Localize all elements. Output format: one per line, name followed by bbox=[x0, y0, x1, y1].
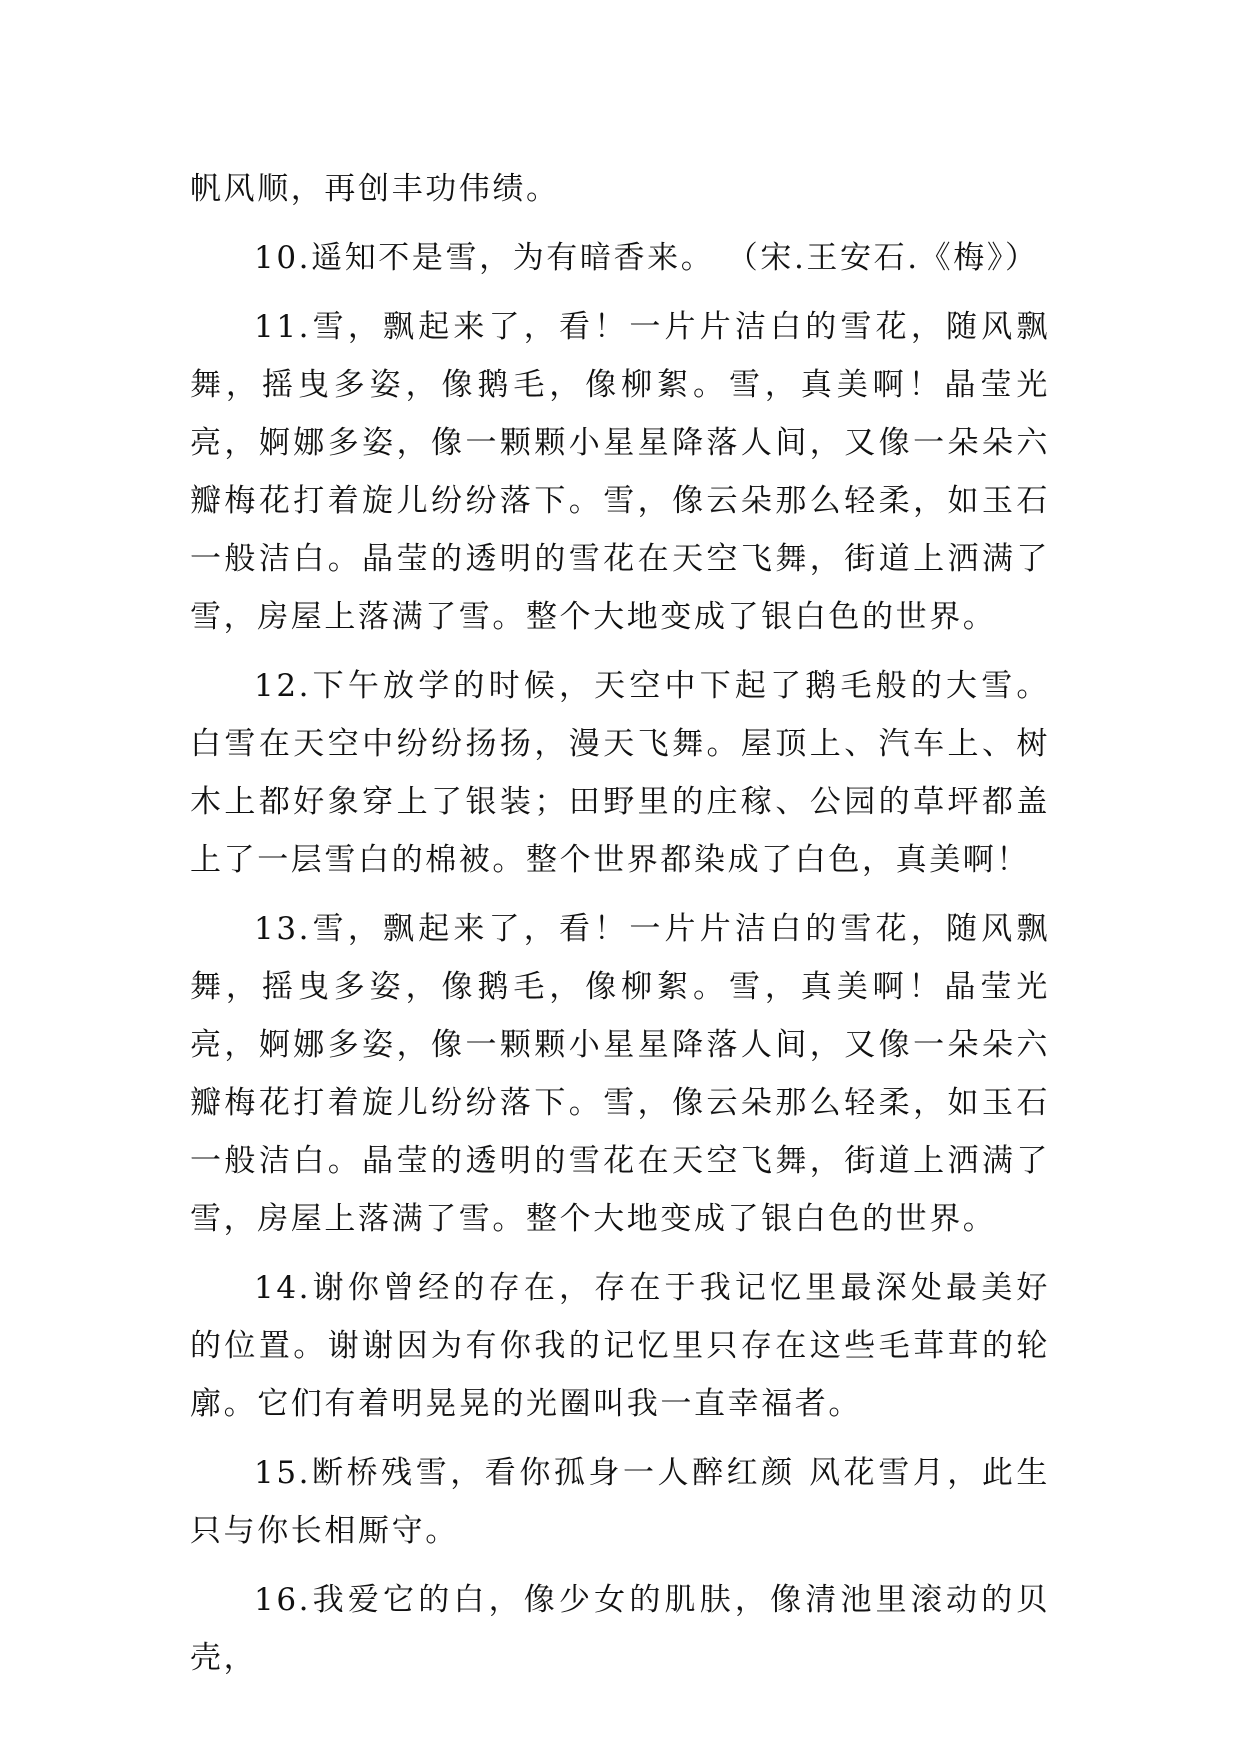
paragraph-11: 11.雪，飘起来了，看！一片片洁白的雪花，随风飘舞，摇曳多姿，像鹅毛，像柳絮。雪，真美啊！晶莹光亮，婀娜多姿，像一颗颗小星星降落人间，又像一朵朵六瓣梅花打着旋儿纷纷落下。雪，像云朵那么轻柔，如玉石一般洁白。晶莹的透明的雪花在天空飞舞，街道上洒满了雪，房屋上落满了雪。整个大地变成了银白色的世界。 bbox=[190, 309, 1050, 635]
paragraph-10: 10.遥知不是雪，为有暗香来。 （宋.王安石.《梅》） bbox=[254, 240, 1039, 276]
paragraph-15: 15.断桥残雪，看你孤身一人醉红颜 风花雪月，此生只与你长相厮守。 bbox=[190, 1455, 1050, 1549]
paragraph-12: 12.下午放学的时候，天空中下起了鹅毛般的大雪。白雪在天空中纷纷扬扬，漫天飞舞。屋顶上、汽车上、树木上都好象穿上了银装；田野里的庄稼、公园的草坪都盖上了一层雪白的棉被。整个世界都染成了白色，真美啊！ bbox=[190, 668, 1050, 878]
paragraph-continued: 帆风顺，再创丰功伟绩。 bbox=[190, 171, 560, 207]
paragraph-13: 13.雪，飘起来了，看！一片片洁白的雪花，随风飘舞，摇曳多姿，像鹅毛，像柳絮。雪，真美啊！晶莹光亮，婀娜多姿，像一颗颗小星星降落人间，又像一朵朵六瓣梅花打着旋儿纷纷落下。雪，像云朵那么轻柔，如玉石一般洁白。晶莹的透明的雪花在天空飞舞，街道上洒满了雪，房屋上落满了雪。整个大地变成了银白色的世界。 bbox=[190, 911, 1050, 1237]
paragraph-14: 14.谢你曾经的存在，存在于我记忆里最深处最美好的位置。谢谢因为有你我的记忆里只存在这些毛茸茸的轮廓。它们有着明晃晃的光圈叫我一直幸福者。 bbox=[190, 1270, 1050, 1422]
paragraph-16: 16.我爱它的白，像少女的肌肤，像清池里滚动的贝壳， bbox=[190, 1582, 1050, 1676]
document-body bbox=[190, 160, 1050, 1698]
